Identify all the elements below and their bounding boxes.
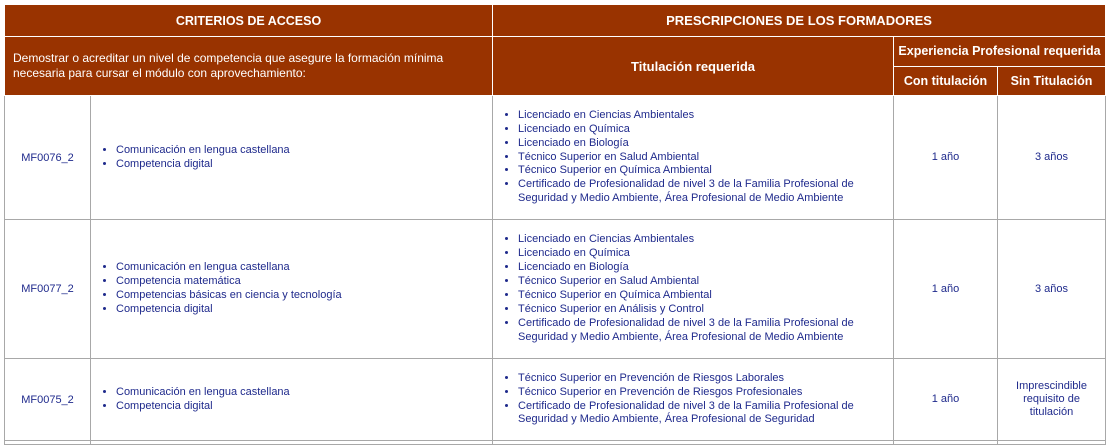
list-item: • Competencia digital (116, 400, 486, 414)
list-item: • Técnico Superior en Prevención de Riesgos Laborales (518, 372, 887, 386)
experiencia-header: Experiencia Profesional requerida (894, 37, 1106, 67)
sin-titulacion-value: 3 años (998, 96, 1106, 220)
module-code: MF0075_2 (5, 359, 91, 441)
list-item: • Certificado de Profesionalidad de nivel 3 de la Familia Profesional de Seguridad y Medio Ambiente, Área Profesional de Medio Ambiente (518, 317, 887, 345)
list-item: • Licenciado en Biología (518, 137, 887, 151)
competencias-cell (91, 359, 493, 441)
prescripciones-table (4, 4, 1106, 445)
list-item: • Comunicación en lengua castellana (116, 261, 486, 275)
criterios-title: CRITERIOS DE ACCESO (5, 5, 493, 37)
list-item: • Licenciado en Química (518, 123, 887, 137)
criterios-description: Demostrar o acreditar un nivel de competencia que asegure la formación mínima necesaria para cursar el módulo con aprovechamiento: (5, 37, 493, 96)
list-item: • Comunicación en lengua castellana (116, 386, 486, 400)
list-item: • Competencia matemática (116, 275, 486, 289)
list-item: • Licenciado en Química (518, 247, 887, 261)
list-item: • Certificado de Profesionalidad de nivel 3 de la Familia Profesional de Seguridad y Medio Ambiente, Área Profesional de Seguridad (518, 400, 887, 428)
titulacion-header: Titulación requerida (493, 37, 894, 96)
module-code: MF0076_2 (5, 96, 91, 220)
list-item: • Técnico Superior en Química Ambiental (518, 289, 887, 303)
module-code: MF0077_2 (5, 220, 91, 359)
titulaciones-cell (493, 96, 894, 220)
list-item: • Técnico Superior en Química Ambiental (518, 164, 887, 178)
list-item: • Competencias básicas en ciencia y tecnología (116, 289, 486, 303)
competencias-cell (91, 96, 493, 220)
sin-titulacion-value: Imprescindible requisito de titulación (998, 359, 1106, 441)
list-item: • Licenciado en Ciencias Ambientales (518, 109, 887, 123)
list-item: • Licenciado en Ciencias Ambientales (518, 233, 887, 247)
list-item: • Comunicación en lengua castellana (116, 144, 486, 158)
list-item: • Certificado de Profesionalidad de nivel 3 de la Familia Profesional de Seguridad y Medio Ambiente, Área Profesional de Medio Ambiente (518, 178, 887, 206)
titulaciones-cell (493, 359, 894, 441)
prescripciones-title: PRESCRIPCIONES DE LOS FORMADORES (493, 5, 1106, 37)
list-item: • Técnico Superior en Análisis y Control (518, 303, 887, 317)
table-row (5, 359, 1106, 441)
list-item: • Competencia digital (116, 303, 486, 317)
con-titulacion-value: 1 año (894, 220, 998, 359)
sin-titulacion-value: 3 años (998, 220, 1106, 359)
con-titulacion-header: Con titulación (894, 67, 998, 96)
con-titulacion-value: 1 año (894, 359, 998, 441)
list-item: • Técnico Superior en Salud Ambiental (518, 151, 887, 165)
table-row-partial (5, 441, 1106, 445)
competencias-cell (91, 220, 493, 359)
sin-titulacion-header: Sin Titulación (998, 67, 1106, 96)
list-item: • Competencia digital (116, 158, 486, 172)
list-item: • Técnico Superior en Salud Ambiental (518, 275, 887, 289)
list-item: • Licenciado en Biología (518, 261, 887, 275)
table-row (5, 96, 1106, 220)
con-titulacion-value: 1 año (894, 96, 998, 220)
list-item: • Técnico Superior en Prevención de Riesgos Profesionales (518, 386, 887, 400)
table-row (5, 220, 1106, 359)
titulaciones-cell (493, 220, 894, 359)
